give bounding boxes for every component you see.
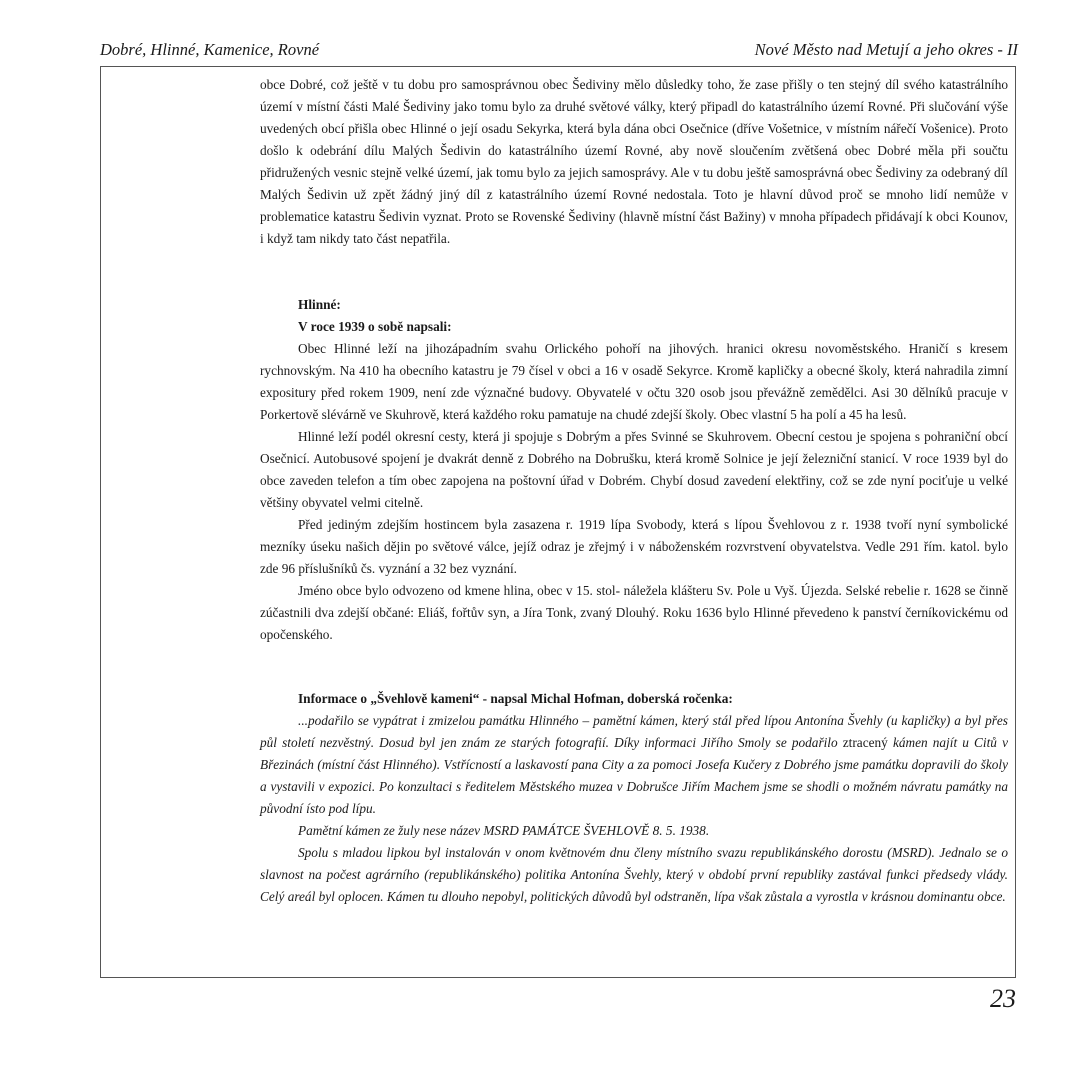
svehla-paragraph-3: Spolu s mladou lipkou byl instalován v onom květnovém dnu členy místního svazu republikánského dorostu (MSRD). Jednalo se o slavnost na počest agrárního (republikánského) politika Antonína Švehly, který v období první republiky zastával funkci předsedy vlády. Celý areál byl oplocen. Kámen tu dlouho nepobyl, politických důvodů byl odstraněn, lípa však zůstala a vyrostla v krásnou dominantu obce. xyxy=(260,845,1008,904)
section-spacer xyxy=(260,250,1008,294)
hlinne-paragraph-2: Hlinné leží podél okresní cesty, která ji spojuje s Dobrým a přes Svinné se Skuhrovem. Obecní cestou je spojena s pohraniční obcí Osečnicí. Autobusové spojení je dvakrát denně z Dobrého na Dobrušku, která kromě Solnice je její železniční stanicí. V roce 1939 byl do obce zaveden telefon a tím obec zapojena na poštovní úřad v Dobrém. Chybí dosud zavedení elektřiny, což se zde nyní pociťuje u velké většiny obyvatel velmi citelně. xyxy=(260,429,1008,510)
running-header-left: Dobré, Hlinné, Kamenice, Rovné xyxy=(100,40,320,59)
svehla-p1-italic-end: kámen najít u Citů v Březinách (místní část Hlinného). Vstřícností a laskavostí pana City a za pomoci Josefa Kučery z Dobrého jsme památku dopravili do školy a vystavili v expozici. Po konzultaci s ředitelem Městského muzea v Dobrušce Jiřím Machem jsme se shodli o možném návratu památky na původní ísto pod lípu. xyxy=(260,735,1008,816)
intro-paragraph: obce Dobré, což ještě v tu dobu pro samosprávnou obec Šediviny mělo důsledky toho, že zase přišly o ten stejný díl svého katastrálního území v místní části Malé Šediviny jako tomu bylo za druhé světové války, který připadl do katastrálního území Rovné. Při slučování výše uvedených obcí přišla obec Hlinné o její osadu Sekyrka, která byla dána obci Osečnice (dříve Vošetnice, v místním nářečí Vošenice). Proto došlo k odebrání dílu Malých Šedivin do katastrálního území Rovné, aby nově sloučením zvětšená obec Dobré měla při součtu přidružených vesnic stejně velké území, jak tomu bylo za jejich samosprávy. Ale v tu dobu ještě samosprávná obec Šediviny za odebraný díl Malých Šedivin už zpět žádný jiný díl z katastrálního území Rovné nedostala. Toto je hlavní důvod proč se mnoho lidí nemůže v problematice katastru Šedivin vyznat. Proto se Rovenské Šediviny (hlavně místní část Bažiny) v mnoha případech přidávají k obci Kounov, i když tam nikdy tato část nepatřila. xyxy=(260,77,1008,246)
svehla-p1-normal: ztracený xyxy=(837,735,893,750)
section-spacer xyxy=(260,646,1008,688)
section-subheading-1939: V roce 1939 o sobě napsali: xyxy=(298,319,452,334)
page-number: 23 xyxy=(990,984,1016,1013)
page-content xyxy=(260,74,1008,908)
running-header-right: Nové Město nad Metují a jeho okres - II xyxy=(754,40,1018,59)
svehla-paragraph-1 xyxy=(260,710,1008,820)
svehla-paragraph-2: Pamětní kámen ze žuly nese název MSRD PAMÁTCE ŠVEHLOVĚ 8. 5. 1938. xyxy=(298,823,710,838)
hlinne-paragraph-1: Obec Hlinné leží na jihozápadním svahu Orlického pohoří na jihových. hranici okresu novoměstského. Hraničí s kresem rychnovským. Na 410 ha obecního katastru je 79 čísel v obci a 16 v osadě Sekyrce. Kromě kapličky a obecné školy, která nahradila zimní expositury před rokem 1909, není zde význačné budovy. Obyvatelé v očtu 320 osob jsou převážně zemědělci. Asi 30 dělníků pracuje v Porkertově slévárně ve Skuhrově, která každého roku pamatuje na chudé zdejší školy. Obec vlastní 5 ha polí a 45 ha lesů. xyxy=(260,341,1008,422)
section-heading-svehla-stone: Informace o „Švehlově kameni“ - napsal Michal Hofman, doberská ročenka: xyxy=(298,691,733,706)
section-heading-hlinne: Hlinné: xyxy=(298,297,341,312)
hlinne-paragraph-4: Jméno obce bylo odvozeno od kmene hlina, obec v 15. stol- náležela klášteru Sv. Pole u Vyš. Újezda. Selské rebelie r. 1628 se činně zúčastnili dva zdejší občané: Eliáš, fořtův syn, a Jíra Tonk, zvaný Dlouhý. Roku 1636 bylo Hlinné převedeno k panství černíkovickému od opočenského. xyxy=(260,583,1008,642)
hlinne-paragraph-3: Před jediným zdejším hostincem byla zasazena r. 1919 lípa Svobody, která s lípou Švehlovou z r. 1938 tvoří nyní symbolické mezníky úseku našich dějin po světové válce, jejíž odraz je zřejmý i v náboženském rozvrstvení obyvatelstva. Vedle 291 řím. katol. bylo zde 96 příslušníků čs. vyznání a 32 bez vyznání. xyxy=(260,517,1008,576)
svehla-p1-italic-start: ...podařilo se vypátrat i zmizelou památku Hlinného – pamětní kámen, který stál před lípou Antonína Švehly (u kapličky) a byl přes půl století nezvěstný. Dosud byl jen znám ze starých fotografií. Díky informaci Jiřího Smoly se podařilo xyxy=(260,713,1008,750)
